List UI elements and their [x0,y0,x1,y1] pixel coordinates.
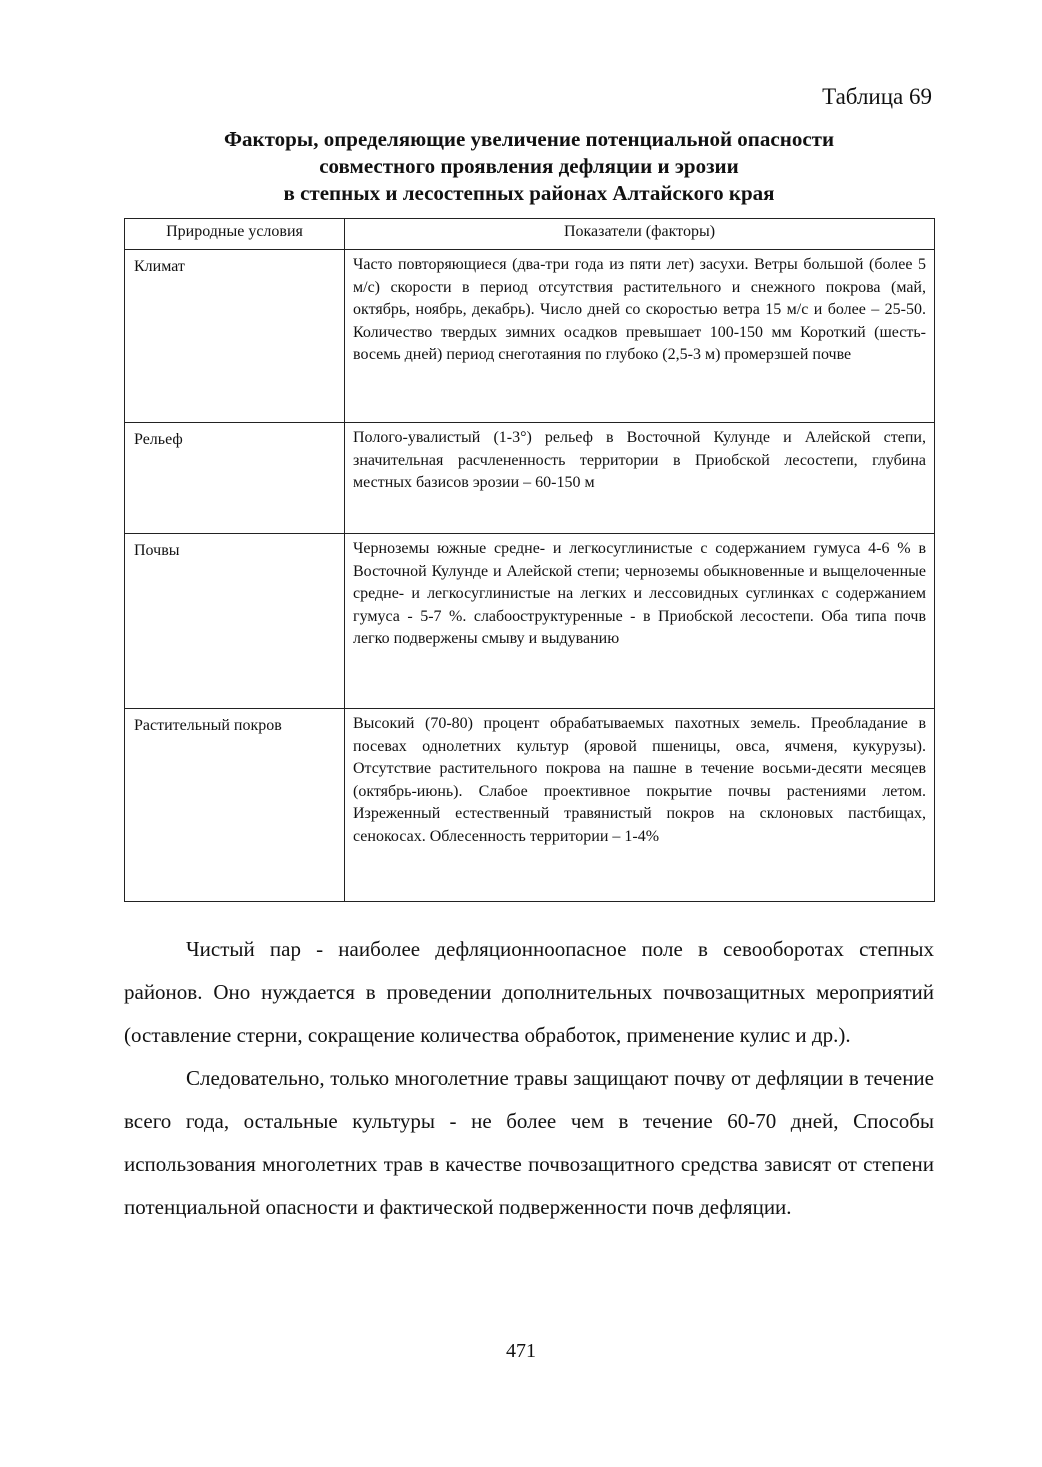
table-title [124,126,934,207]
row-condition: Рельеф [125,423,345,534]
table-row [125,423,935,534]
row-condition: Почвы [125,534,345,709]
body-text [124,928,934,1229]
title-line-3: в степных и лесостепных районах Алтайского края [283,181,775,205]
table-row [125,250,935,423]
row-indicators: Полого-увалистый (1-3°) рельеф в Восточной Кулунде и Алейской степи, значительная расчлененность территории в Приобской лесостепи, глубина местных базисов эрозии – 60-150 м [345,423,935,534]
table-row [125,534,935,709]
row-condition: Климат [125,250,345,423]
table-header-row [125,219,935,250]
row-indicators: Часто повторяющиеся (два-три года из пяти лет) засухи. Ветры большой (более 5 м/с) скорости в период отсутствия растительного и снежного покрова (май, октябрь, ноябрь, декабрь). Число дней со скоростью ветра 15 м/с и более – 25-50. Количество твердых зимних осадков превышает 100-150 мм Короткий (шесть- восемь дней) период снеготаяния по глубоко (2,5-3 м) промерзшей почве [345,250,935,423]
row-condition: Растительный покров [125,709,345,902]
table-label: Таблица 69 [822,84,932,109]
header-conditions: Природные условия [125,219,345,250]
title-line-2: совместного проявления дефляции и эрозии [319,154,739,178]
paragraph: Чистый пар - наиболее дефляционноопасное поле в севооборотах степных районов. Оно нуждается в проведении дополнительных почвозащитных мероприятий (оставление стерни, сокращение количества обработок, применение кулис и др.). [124,937,934,1047]
factors-table [124,218,935,902]
page-number: 471 [506,1340,536,1362]
table-row [125,709,935,902]
row-indicators: Высокий (70-80) процент обрабатываемых пахотных земель. Преобладание в посевах однолетних культур (яровой пшеницы, овса, ячменя, кукурузы). Отсутствие растительного покрова на пашне в течение восьми-десяти месяцев (октябрь-июнь). Слабое проективное покрытие почвы растениями летом. Изреженный естественный травянистый покров на склоновых пастбищах, сенокосах. Облесенность территории – 1-4% [345,709,935,902]
header-indicators: Показатели (факторы) [345,219,935,250]
paragraph: Следовательно, только многолетние травы защищают почву от дефляции в течение всего года, остальные культуры - не более чем в течение 60-70 дней, Способы использования многолетних трав в качестве почвозащитного средства зависят от степени потенциальной опасности и фактической подверженности почв дефляции. [124,1066,934,1219]
row-indicators: Черноземы южные средне- и легкосуглинистые с содержанием гумуса 4-6 % в Восточной Кулунде и Алейской степи; черноземы обыкновенные и выщелоченные средне- и легкосуглинистые на легких и лессовидных суглинках с содержанием гумуса - 5-7 %. слабоoструктуренные - в Приобской лесостепи. Оба типа почв легко подвержены смыву и выдуванию [345,534,935,709]
title-line-1: Факторы, определяющие увеличение потенциальной опасности [223,127,835,151]
